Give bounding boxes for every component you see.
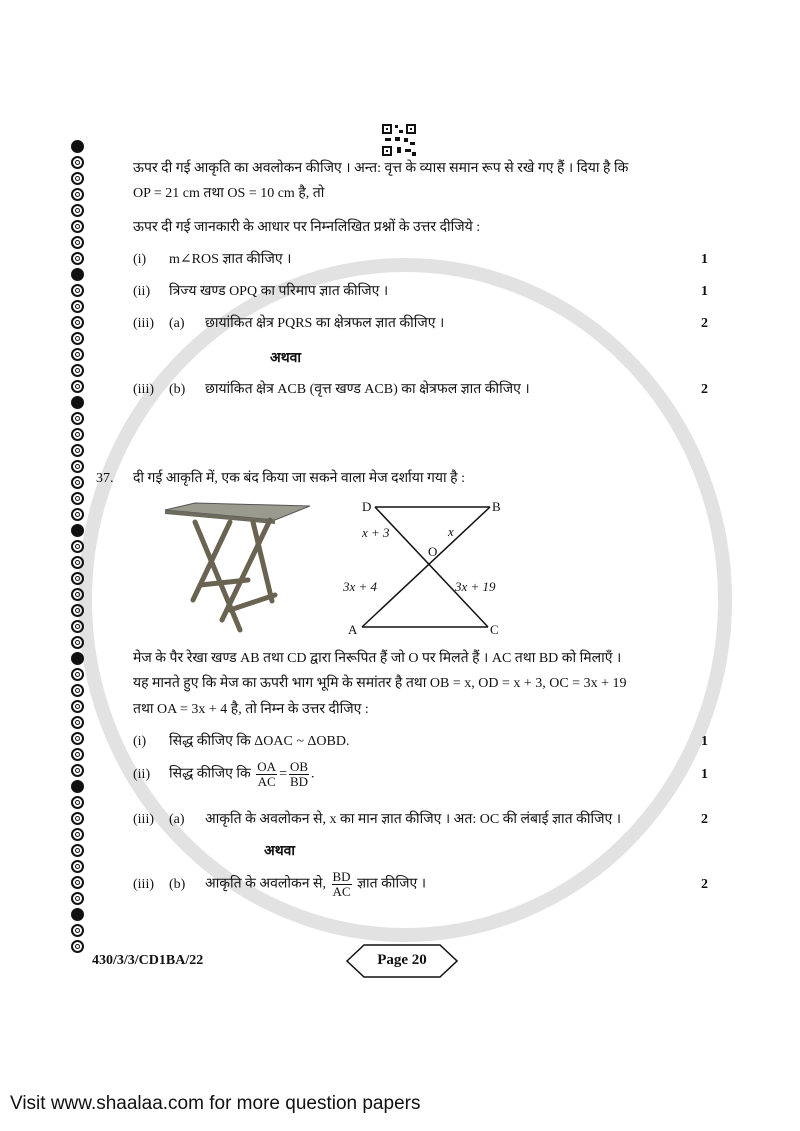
ring-ornament [71,156,84,169]
ring-ornament [71,668,84,681]
ring-ornament [71,140,84,153]
denominator: AC [332,884,351,899]
denominator: BD [289,774,309,789]
marks: 1 [701,734,708,749]
q37-text-2 [133,675,708,693]
part-text: आकृति के अवलोकन से, x का मान ज्ञात कीजिए । अत: OC की लंबाई ज्ञात कीजिए । [205,812,622,827]
ring-ornament [71,268,84,281]
ring-ornament [71,284,84,297]
part-number: (ii) [133,766,151,782]
q36-part-i [133,251,708,269]
ring-ornament [71,780,84,793]
label-ob: x [448,524,454,539]
part-text: सिद्ध कीजिए कि ΔOAC ~ ΔOBD. [169,734,350,749]
ring-ornament [71,828,84,841]
part-text: छायांकित क्षेत्र PQRS का क्षेत्रफल ज्ञात कीजिए । [205,316,445,331]
part-number: (iii) [133,316,154,331]
ring-ornament [71,396,84,409]
sub-part: (b) [169,382,186,397]
ring-ornament [71,764,84,777]
ring-ornament [71,428,84,441]
marks: 2 [701,382,708,397]
ring-ornament [71,636,84,649]
q37-or-row [133,843,708,861]
numerator: OB [289,759,309,774]
marks: 2 [701,876,708,892]
page-number-badge [346,944,458,978]
ring-ornament [71,524,84,537]
question-content [96,160,708,899]
label-oa: 3x + 4 [343,579,378,594]
part-number: (iii) [133,382,154,397]
ring-ornament [71,796,84,809]
ring-ornament [71,604,84,617]
ring-ornament [71,188,84,201]
sub-part: (a) [169,316,185,331]
ring-ornament [71,236,84,249]
label-oc: 3x + 19 [455,579,496,594]
ring-ornament [71,620,84,633]
ring-ornament [71,684,84,697]
part-text: सिद्ध कीजिए कि [169,766,251,782]
point-label-c: C [490,622,499,637]
q37-part-iii-a [133,811,708,829]
part-text: m∠ROS ज्ञात कीजिए । [169,252,292,267]
point-label-o: O [428,544,438,559]
ring-ornament [71,652,84,665]
intro-text: OP = 21 cm तथा OS = 10 cm है, तो [133,186,325,201]
fraction-bd-ac [332,870,352,899]
q36-intro-line-1 [133,160,708,178]
fraction-oa-ac [256,760,277,789]
question-number: 37. [96,471,114,486]
margin-ring-border [68,140,90,956]
ring-ornament [71,492,84,505]
part-number: (i) [133,734,147,749]
marks: 1 [701,766,708,782]
q37-intro: दी गई आकृति में, एक बंद किया जा सकने वाला मेज दर्शाया गया है : [133,471,465,486]
q37-part-ii [133,760,708,789]
q36-intro-line-3 [133,219,708,237]
q37-text-1 [133,650,708,668]
intro-text: ऊपर दी गई आकृति का अवलोकन कीजिए । अन्त: वृत्त के व्यास समान रूप से रखे गए हैं । दिया है कि [133,161,629,176]
label-od: x + 3 [362,525,390,540]
part-text: ज्ञात कीजिए । [357,876,427,892]
point-label-b: B [492,499,501,514]
denominator: AC [257,774,276,789]
ring-ornament [71,172,84,185]
ring-ornament [71,364,84,377]
ring-ornament [71,476,84,489]
sub-part: (b) [169,876,186,892]
part-number: (iii) [133,812,154,827]
ring-ornament [71,588,84,601]
paper-code: 430/3/3/CD1BA/22 [92,953,204,968]
q37-figure [133,494,708,644]
q37-text-3 [133,701,708,719]
marks: 1 [701,284,708,299]
ring-ornament [71,700,84,713]
ring-ornament [71,220,84,233]
ring-ornament [71,924,84,937]
ring-ornament [71,556,84,569]
ring-ornament [71,892,84,905]
q36-part-iii-a [133,315,708,333]
ring-ornament [71,332,84,345]
fraction-ob-bd [289,760,309,789]
point-label-d: D [362,499,372,514]
ring-ornament [71,812,84,825]
part-text: छायांकित क्षेत्र ACB (वृत्त खण्ड ACB) का क्षेत्रफल ज्ञात कीजिए । [205,382,530,397]
ring-ornament [71,876,84,889]
marks: 2 [701,812,708,827]
point-label-a: A [348,622,358,637]
numerator: BD [332,869,351,884]
visit-link-text[interactable]: Visit www.shaalaa.com for more question papers [10,1093,421,1114]
ring-ornament [71,460,84,473]
ring-ornament [71,572,84,585]
q37-intro-row [96,470,708,488]
sub-part: (a) [169,812,185,827]
numerator: OA [257,759,277,774]
equals: = [279,766,287,782]
ring-ornament [71,732,84,745]
q36-intro-line-2 [133,185,708,203]
ring-ornament [71,348,84,361]
q37-part-i [133,733,708,751]
ring-ornament [71,508,84,521]
ring-ornament [71,908,84,921]
part-text: त्रिज्य खण्ड OPQ का परिमाप ज्ञात कीजिए । [169,284,389,299]
ring-ornament [71,540,84,553]
body-text: यह मानते हुए कि मेज का ऊपरी भाग भूमि के समांतर है तथा OB = x, OD = x + 3, OC = 3x + 19 [133,676,627,691]
ring-ornament [71,844,84,857]
ring-ornament [71,380,84,393]
q36-part-ii [133,283,708,301]
or-label: अथवा [264,844,296,859]
ring-ornament [71,316,84,329]
ring-ornament [71,748,84,761]
marks: 1 [701,252,708,267]
page-number: Page 20 [377,952,427,968]
q37-part-iii-b [133,870,708,899]
ring-ornament [71,252,84,265]
or-label: अथवा [270,351,302,366]
ring-ornament [71,204,84,217]
q36-or-row [133,350,708,368]
intro-text: ऊपर दी गई जानकारी के आधार पर निम्नलिखित प्रश्नों के उत्तर दीजिये : [133,220,481,235]
folding-table-image [160,498,320,638]
ring-ornament [71,940,84,953]
ring-ornament [71,300,84,313]
ring-ornament [71,412,84,425]
marks: 2 [701,316,708,331]
part-text: आकृति के अवलोकन से, [205,876,327,892]
ring-ornament [71,444,84,457]
body-text: तथा OA = 3x + 4 है, तो निम्न के उत्तर दीजिए : [133,702,369,717]
triangle-diagram [340,494,520,644]
qr-code [382,124,418,158]
period: . [311,766,315,782]
ring-ornament [71,716,84,729]
part-number: (iii) [133,876,154,892]
body-text: मेज के पैर रेखा खण्ड AB तथा CD द्वारा निरूपित हैं जो O पर मिलते हैं । AC तथा BD को मिलाएँ । [133,651,622,666]
q36-part-iii-b [133,381,708,399]
part-number: (ii) [133,284,151,299]
ring-ornament [71,860,84,873]
part-number: (i) [133,252,147,267]
